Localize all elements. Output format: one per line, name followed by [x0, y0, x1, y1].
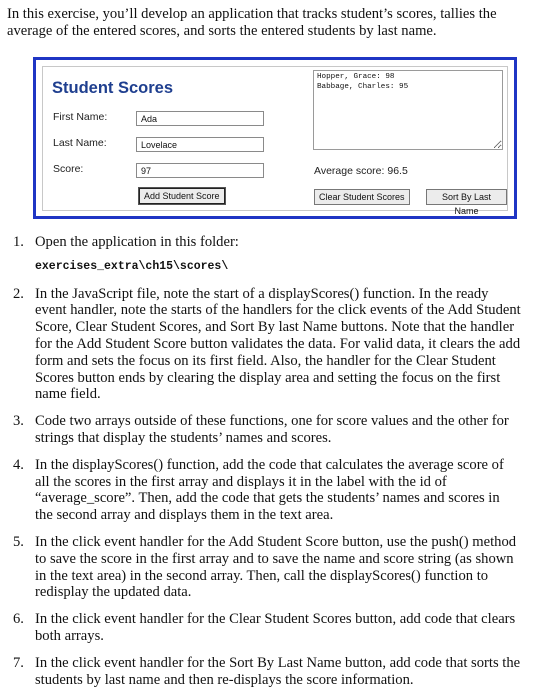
- intro-paragraph: In this exercise, you’ll develop an application that tracks student’s scores, tallies the average of the entered scores, and sorts the entered students by last name.: [7, 6, 497, 39]
- step-number: 7.: [13, 654, 24, 671]
- list-item: [0, 534, 543, 601]
- last-name-input[interactable]: [136, 137, 264, 152]
- average-score-value: 96.5: [387, 165, 408, 177]
- folder-path: exercises_extra\ch15\scores\: [35, 259, 229, 273]
- first-name-label: First Name:: [53, 111, 108, 123]
- step-text: In the displayScores() function, add the code that calculates the average score of all the scores in the first array and displays it in the label with the id of “average_score”. Then, add the code that gets the students’ names and scores in the second array and displays them in the text area.: [35, 456, 504, 524]
- step-text: Open the application in this folder:: [35, 234, 239, 250]
- step-number: 3.: [13, 413, 24, 430]
- step-text: In the click event handler for the Sort By Last Name button, add code that sorts the students by last name and then re-displays the score information.: [35, 654, 521, 688]
- list-item: [0, 234, 543, 276]
- add-student-score-button[interactable]: Add Student Score: [139, 188, 225, 204]
- score-label: Score:: [53, 163, 84, 175]
- step-number: 4.: [13, 456, 24, 473]
- step-number: 5.: [13, 533, 24, 550]
- average-score-label: Average score:: [314, 165, 385, 177]
- step-text: In the click event handler for the Clear Student Scores button, add code that clears both arrays.: [35, 611, 516, 644]
- step-text: In the click event handler for the Add Student Score button, use the push() method to save the score in the first array and to save the name and score string (as shown in the text area) in the second array. Then, call the displayScores() function to redisplay the updated data.: [35, 533, 517, 601]
- last-name-label: Last Name:: [53, 137, 107, 149]
- list-item: [0, 286, 543, 404]
- step-number: 2.: [13, 285, 24, 302]
- list-item: [0, 655, 543, 689]
- first-name-input[interactable]: [136, 111, 264, 126]
- score-input[interactable]: [136, 163, 264, 178]
- clear-student-scores-button[interactable]: Clear Student Scores: [314, 189, 410, 205]
- scores-textarea[interactable]: [313, 70, 503, 150]
- list-item: [0, 457, 543, 524]
- step-text: Code two arrays outside of these functions, one for score values and the other for strings that display the students’ names and scores.: [35, 413, 509, 446]
- average-score-row: [314, 165, 408, 177]
- step-number: 6.: [13, 611, 24, 628]
- sort-by-last-name-button[interactable]: Sort By Last Name: [426, 189, 507, 205]
- instruction-list: [0, 234, 543, 698]
- list-item: [0, 611, 543, 645]
- step-text: In the JavaScript file, note the start of a displayScores() function. In the ready event handler, note the starts of the handlers for the click events of the Add Student Score, Clear Student Scores, and Sort By last Name buttons. Note that the handler for the Add Student Score button validates the data. For valid data, it clears the add form and sets the focus on its first field. Also, the handler for the Clear Student Scores button ends by clearing the display area and setting the focus on the first name field.: [35, 285, 521, 403]
- student-scores-app: [42, 66, 508, 216]
- app-title: Student Scores: [52, 79, 174, 97]
- list-item: [0, 413, 543, 447]
- app-screenshot-frame: [33, 57, 517, 219]
- step-number: 1.: [13, 234, 24, 250]
